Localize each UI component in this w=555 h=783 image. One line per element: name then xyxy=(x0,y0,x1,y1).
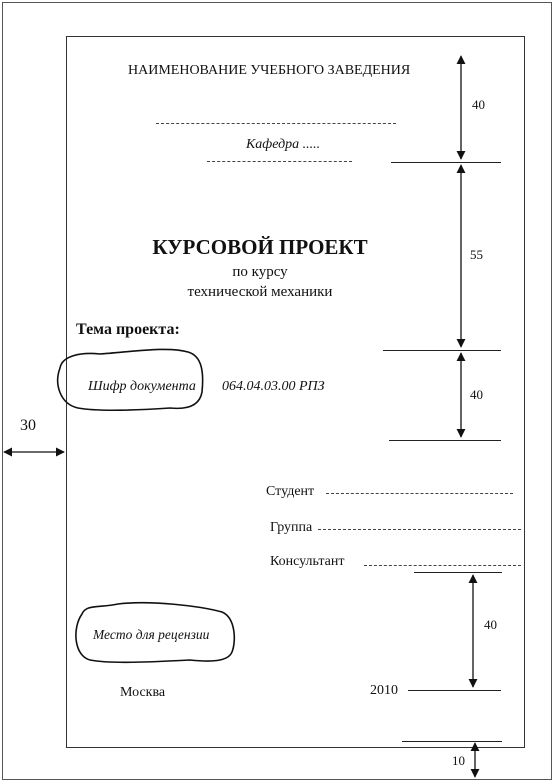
department-name: Кафедра ..... xyxy=(246,137,321,152)
consultant-label: Консультант xyxy=(270,554,345,569)
dimension-label-bottom-block: 40 xyxy=(484,617,497,632)
dimension-label-top-block: 40 xyxy=(472,97,485,112)
document-code-value: 064.04.03.00 РПЗ xyxy=(222,379,325,394)
year: 2010 xyxy=(370,683,398,698)
dimension-label-code-block: 40 xyxy=(470,387,483,402)
document-code-label: Шифр документа xyxy=(88,379,196,394)
city: Москва xyxy=(120,685,166,700)
review-place-label: Место для рецензии xyxy=(93,627,210,642)
dimension-label-left-margin: 30 xyxy=(20,417,36,434)
document-title: КУРСОВОЙ ПРОЕКТ xyxy=(152,235,368,259)
group-label: Группа xyxy=(270,520,313,535)
review-place-circle xyxy=(76,603,234,663)
dimension-label-title-block: 55 xyxy=(470,247,483,262)
dimension-label-bottom-margin: 10 xyxy=(452,753,465,768)
document-code-circle xyxy=(58,349,203,410)
course-subject: технической механики xyxy=(187,284,333,300)
course-line: по курсу xyxy=(232,264,288,280)
institution-name: НАИМЕНОВАНИЕ УЧЕБНОГО ЗАВЕДЕНИЯ xyxy=(128,63,411,78)
project-topic-label: Тема проекта: xyxy=(76,321,180,338)
student-label: Студент xyxy=(266,484,315,499)
